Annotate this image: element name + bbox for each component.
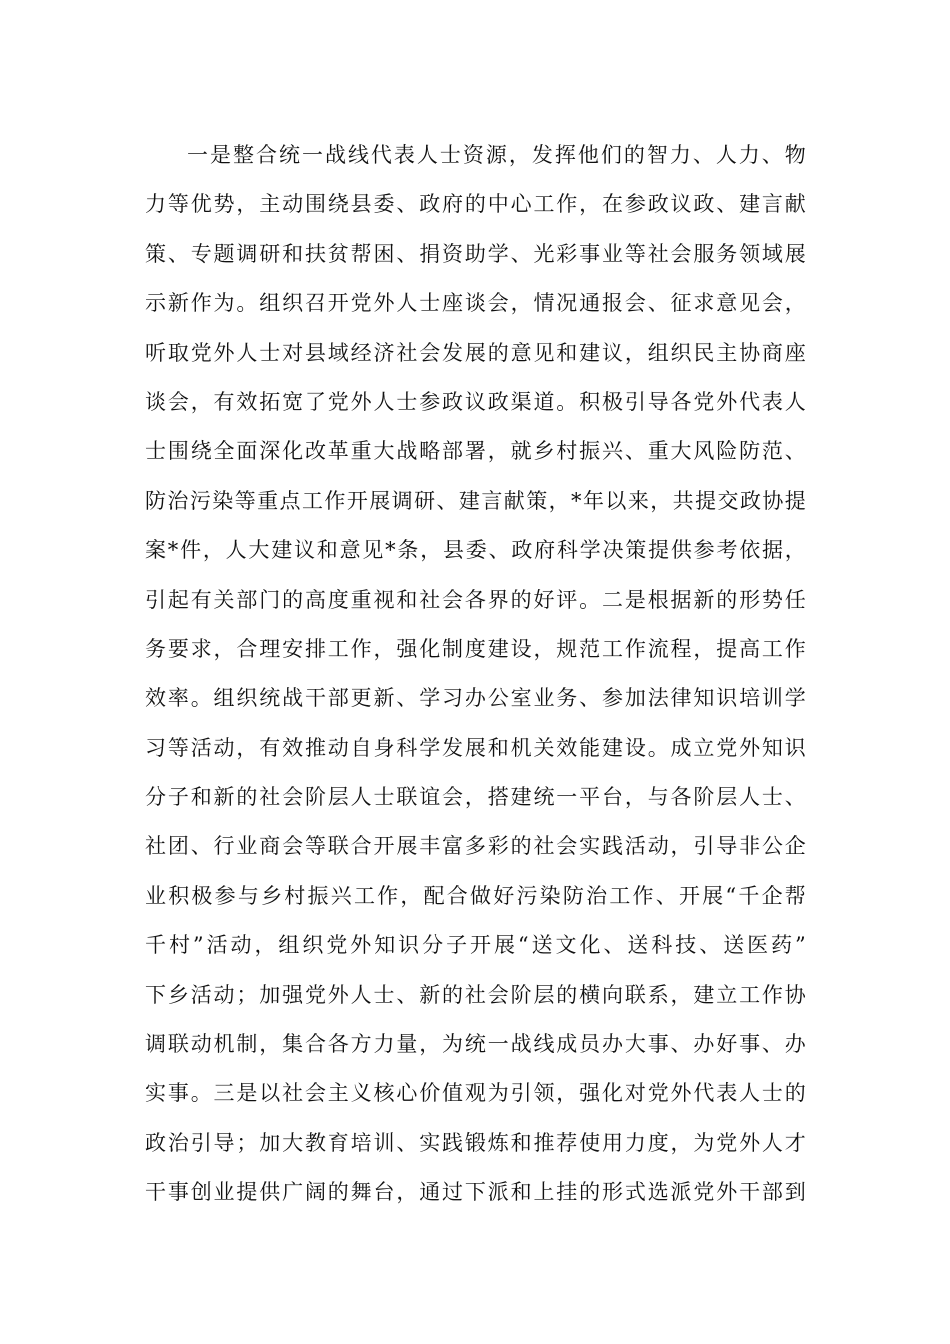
text-line: 案*件，人大建议和意见*条，县委、政府科学决策提供参考依据， (145, 538, 807, 563)
text-line: 谈会，有效拓宽了党外人士参政议政渠道。积极引导各党外代表人 (145, 389, 807, 414)
text-line: 务要求，合理安排工作，强化制度建设，规范工作流程，提高工作 (145, 636, 807, 661)
text-line: 士围绕全面深化改革重大战略部署，就乡村振兴、重大风险防范、 (145, 439, 807, 464)
text-line: 分子和新的社会阶层人士联谊会，搭建统一平台，与各阶层人士、 (145, 785, 807, 810)
text-line: 听取党外人士对县域经济社会发展的意见和建议，组织民主协商座 (145, 340, 807, 365)
text-line: 干事创业提供广阔的舞台，通过下派和上挂的形式选派党外干部到 (145, 1180, 807, 1205)
text-line: 习等活动，有效推动自身科学发展和机关效能建设。成立党外知识 (145, 735, 807, 760)
text-line: 政治引导；加大教育培训、实践锻炼和推荐使用力度，为党外人才 (145, 1130, 807, 1155)
text-line: 示新作为。组织召开党外人士座谈会，情况通报会、征求意见会， (145, 291, 807, 316)
text-line: 调联动机制，集合各方力量，为统一战线成员办大事、办好事、办 (145, 1032, 807, 1057)
text-line: 力等优势，主动围绕县委、政府的中心工作，在参政议政、建言献 (145, 192, 807, 217)
text-line: 防治污染等重点工作开展调研、建言献策，*年以来，共提交政协提 (145, 488, 807, 513)
text-line: 实事。三是以社会主义核心价值观为引领，强化对党外代表人士的 (145, 1081, 807, 1106)
body-paragraph (145, 131, 807, 1218)
text-line: 引起有关部门的高度重视和社会各界的好评。二是根据新的形势任 (145, 587, 807, 612)
text-line: 策、专题调研和扶贫帮困、捐资助学、光彩事业等社会服务领域展 (145, 241, 807, 266)
text-line: 社团、行业商会等联合开展丰富多彩的社会实践活动，引导非公企 (145, 834, 807, 859)
text-line: 一是整合统一战线代表人士资源，发挥他们的智力、人力、物 (187, 143, 807, 167)
text-line: 业积极参与乡村振兴工作，配合做好污染防治工作、开展“千企帮 (145, 883, 807, 908)
text-line: 下乡活动；加强党外人士、新的社会阶层的横向联系，建立工作协 (145, 982, 807, 1007)
text-line: 千村”活动，组织党外知识分子开展“送文化、送科技、送医药” (145, 933, 807, 958)
text-line: 效率。组织统战干部更新、学习办公室业务、参加法律知识培训学 (145, 686, 807, 711)
